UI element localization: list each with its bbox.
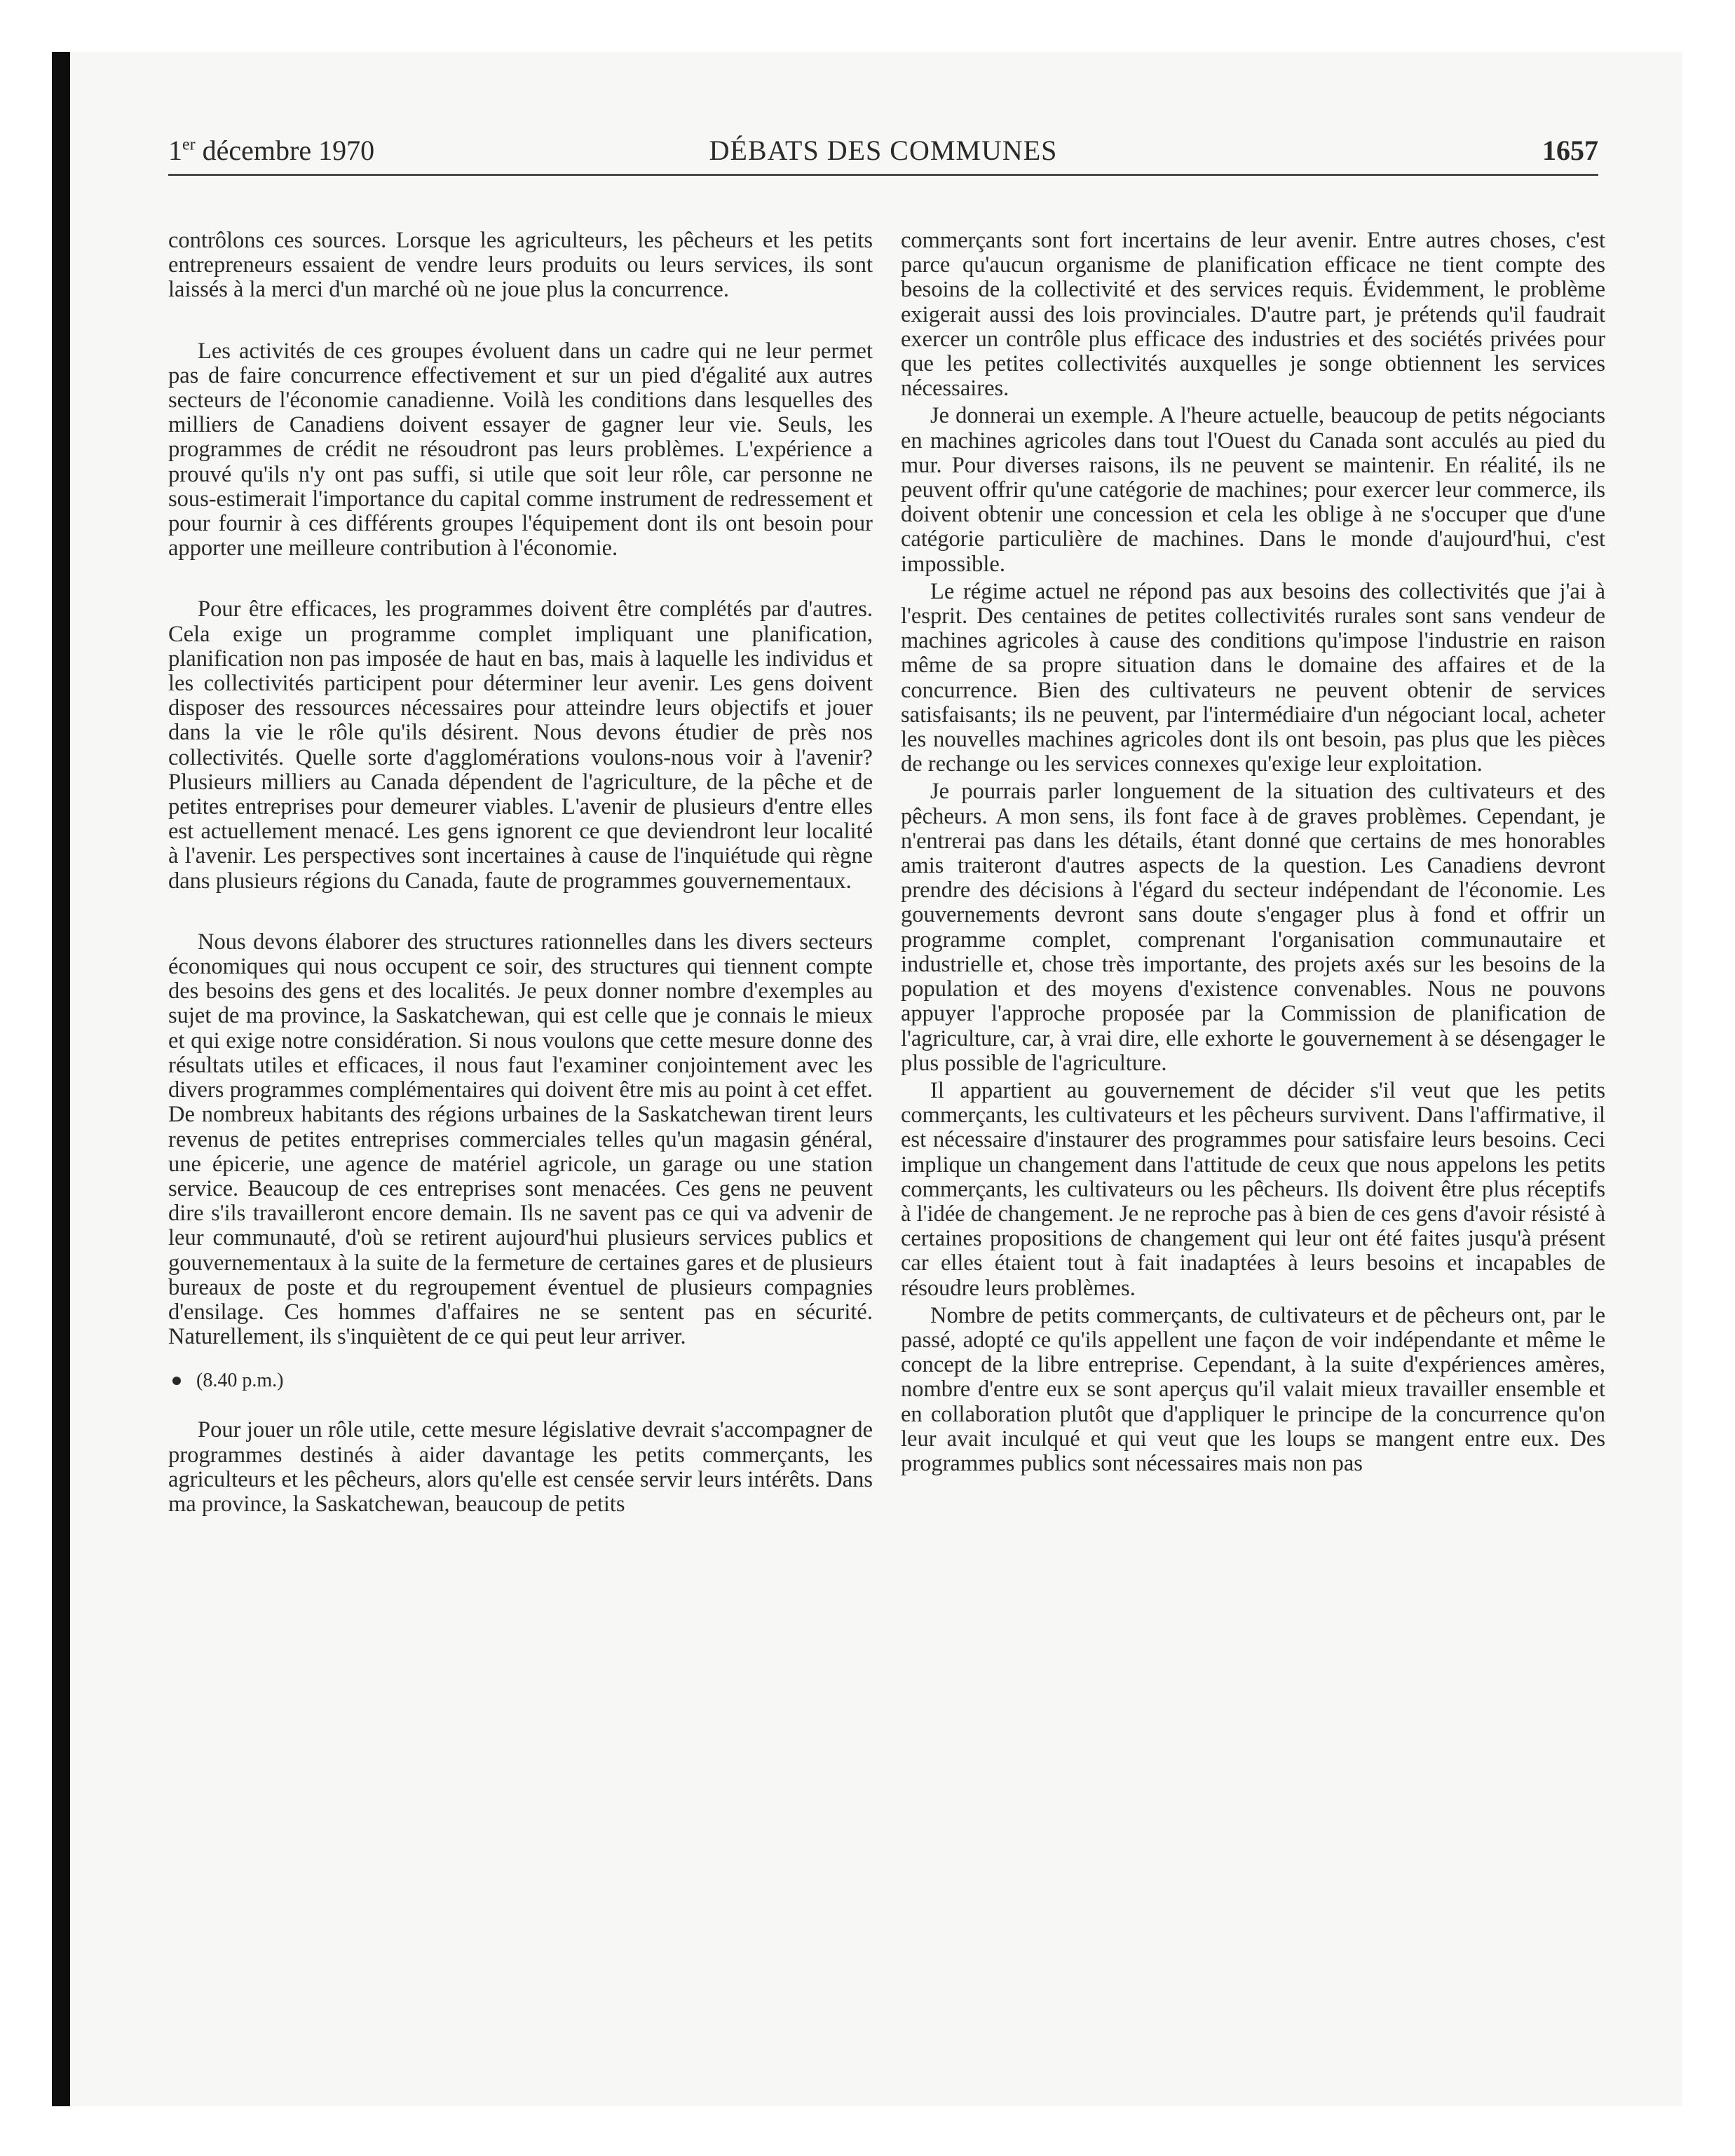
paragraph: contrôlons ces sources. Lorsque les agriculteurs, les pêcheurs et les petits entrepreneurs essaient de vendre leurs produits ou leurs services, ils sont laissés à la merci d'un marché où ne joue plus la concurrence. bbox=[168, 228, 873, 303]
paragraph: Je donnerai un exemple. A l'heure actuelle, beaucoup de petits négociants en machines agricoles dans tout l'Ouest du Canada sont acculés au pied du mur. Pour diverses raisons, ils ne peuvent se maintenir. En réalité, ils ne peuvent offrir qu'une catégorie de machines; pour exercer leur commerce, ils doivent obtenir une concession et cela les oblige à ne s'occuper que d'une catégorie particulière de machines. Dans le monde d'aujourd'hui, c'est impossible. bbox=[901, 403, 1605, 577]
timestamp: (8.40 p.m.) bbox=[168, 1369, 873, 1393]
header-date: 1er décembre 1970 bbox=[168, 135, 375, 166]
paragraph: Le régime actuel ne répond pas aux besoins des collectivités que j'ai à l'esprit. Des centaines de petites collectivités rurales sont sans vendeur de machines agricoles à cause des conditions qu'impose l'industrie en raison même de sa propre situation dans le domaine des affaires et de la concurrence. Bien des cultivateurs ne peuvent obtenir de services satisfaisants; ils ne peuvent, par l'intermédiaire d'un négociant local, acheter les nouvelles machines agricoles dont ils ont besoin, pas plus que les pièces de rechange ou les services connexes qu'exige leur exploitation. bbox=[901, 578, 1605, 777]
paragraph: Pour être efficaces, les programmes doivent être complétés par d'autres. Cela exige un programme complet impliquant une planification, planification non pas imposée de haut en bas, mais à laquelle les individus et les collectivités participent pour déterminer leur avenir. Les gens doivent disposer des ressources nécessaires pour atteindre leurs objectifs et jouer dans la vie le rôle qu'ils désirent. Nous devons étudier de près nos collectivités. Quelle sorte d'agglomérations voulons-nous voir à l'avenir? Plusieurs milliers au Canada dépendent de l'agriculture, de la pêche et de petites entreprises pour demeurer viables. L'avenir de plusieurs d'entre elles est actuellement menacé. Les gens ignorent ce que deviendront leur localité à l'avenir. Les perspectives sont incertaines à cause de l'inquiétude qui règne dans plusieurs régions du Canada, faute de programmes gouvernementaux. bbox=[168, 596, 873, 894]
right-column bbox=[901, 228, 1605, 1476]
bullet-icon bbox=[172, 1377, 181, 1385]
scan-border bbox=[52, 52, 70, 2106]
header-title: DÉBATS DES COMMUNES bbox=[709, 135, 1058, 166]
page-header bbox=[168, 132, 1598, 176]
paragraph: Les activités de ces groupes évoluent dans un cadre qui ne leur permet pas de faire concurrence effectivement et sur un pied d'égalité aux autres secteurs de l'économie canadienne. Voilà les conditions dans lesquelles des milliers de Canadiens doivent essayer de gagner leur vie. Seuls, les programmes de crédit ne résoudront pas leurs problèmes. L'expérience a prouvé qu'ils n'y ont pas suffi, si utile que soit leur rôle, car personne ne sous-estimerait l'importance du capital comme instrument de redressement et pour fournir à ces différents groupes l'équipement dont ils ont besoin pour apporter une meilleure contribution à l'économie. bbox=[168, 338, 873, 561]
left-column bbox=[168, 228, 873, 1517]
paragraph: Nombre de petits commerçants, de cultivateurs et de pêcheurs ont, par le passé, adopté ce qu'ils appellent une façon de voir indépendante et même le concept de la libre entreprise. Cependant, à la suite d'expériences amères, nombre d'entre eux se sont aperçus qu'il valait mieux travailler ensemble et en collaboration plutôt que d'appliquer le principe de la concurrence qu'on leur avait inculqué et qui veut que les loups se mangent entre eux. Des programmes publics sont nécessaires mais non pas bbox=[901, 1302, 1605, 1476]
paragraph: Il appartient au gouvernement de décider s'il veut que les petits commerçants, les cultivateurs et les pêcheurs survivent. Dans l'affirmative, il est nécessaire d'instaurer des programmes pour satisfaire leurs besoins. Ceci implique un changement dans l'attitude de ceux que nous appelons les petits commerçants, les cultivateurs ou les pêcheurs. Ils doivent être plus réceptifs à l'idée de changement. Je ne reproche pas à bien de ces gens d'avoir résisté à certaines propositions de changement qui leur ont été faites jusqu'à présent car elles étaient tout à fait inadaptées à leurs besoins et incapables de résoudre leurs problèmes. bbox=[901, 1077, 1605, 1301]
page-number: 1657 bbox=[1542, 135, 1598, 166]
paragraph: Je pourrais parler longuement de la situation des cultivateurs et des pêcheurs. A mon sens, ils font face à de graves problèmes. Cependant, je n'entrerai pas dans les détails, étant donné que certains de mes honorables amis traiteront d'autres aspects de la question. Les Canadiens devront prendre des décisions à l'égard du secteur indépendant de l'économie. Les gouvernements devront sans doute s'engager plus à fond et offrir un programme complet, comprenant l'organisation communautaire et industrielle et, chose très importante, des projets axés sur les besoins de la population et des moyens d'existence convenables. Nous ne pouvons appuyer l'approche proposée par la Commission de planification de l'agriculture, car, à vrai dire, elle exhorte le gouvernement à se désengager le plus possible de l'agriculture. bbox=[901, 779, 1605, 1076]
paragraph: commerçants sont fort incertains de leur avenir. Entre autres choses, c'est parce qu'aucun organisme de planification efficace ne tient compte des besoins de la collectivité et des services requis. Évidemment, le problème exigerait aussi des lois provinciales. D'autre part, je prétends qu'il faudrait exercer un contrôle plus efficace des industries et des sociétés privées pour que les petites collectivités auxquelles je songe obtiennent les services nécessaires. bbox=[901, 228, 1605, 402]
paragraph: Pour jouer un rôle utile, cette mesure législative devrait s'accompagner de programmes destinés à aider davantage les petits commerçants, les agriculteurs et les pêcheurs, alors qu'elle est censée servir leurs intérêts. Dans ma province, la Saskatchewan, beaucoup de petits bbox=[168, 1417, 873, 1517]
paragraph: Nous devons élaborer des structures rationnelles dans les divers secteurs économiques qui nous occupent ce soir, des structures qui tiennent compte des besoins des gens et des localités. Je peux donner nombre d'exemples au sujet de ma province, la Saskatchewan, qui est celle que je connais le mieux et qui exige notre considération. Si nous voulons que cette mesure donne des résultats utiles et efficaces, il nous faut l'examiner conjointement avec les divers programmes complémentaires qui doivent être mis au point à cet effet. De nombreux habitants des régions urbaines de la Saskatchewan tirent leurs revenus de petites entreprises commerciales telles qu'un magasin général, une épicerie, une agence de matériel agricole, un garage ou une station service. Beaucoup de ces entreprises sont menacées. Ces gens ne peuvent dire s'ils travailleront encore demain. Ils ne savent pas ce qui va advenir de leur communauté, d'où se retirent aujourd'hui plusieurs services publics et gouvernementaux à la suite de la fermeture de certaines gares et de plusieurs bureaux de poste et du regroupement éventuel de plusieurs compagnies d'ensilage. Ces hommes d'affaires ne se sentent pas en sécurité. Naturellement, ils s'inquiètent de ce qui peut leur arriver. bbox=[168, 929, 873, 1350]
